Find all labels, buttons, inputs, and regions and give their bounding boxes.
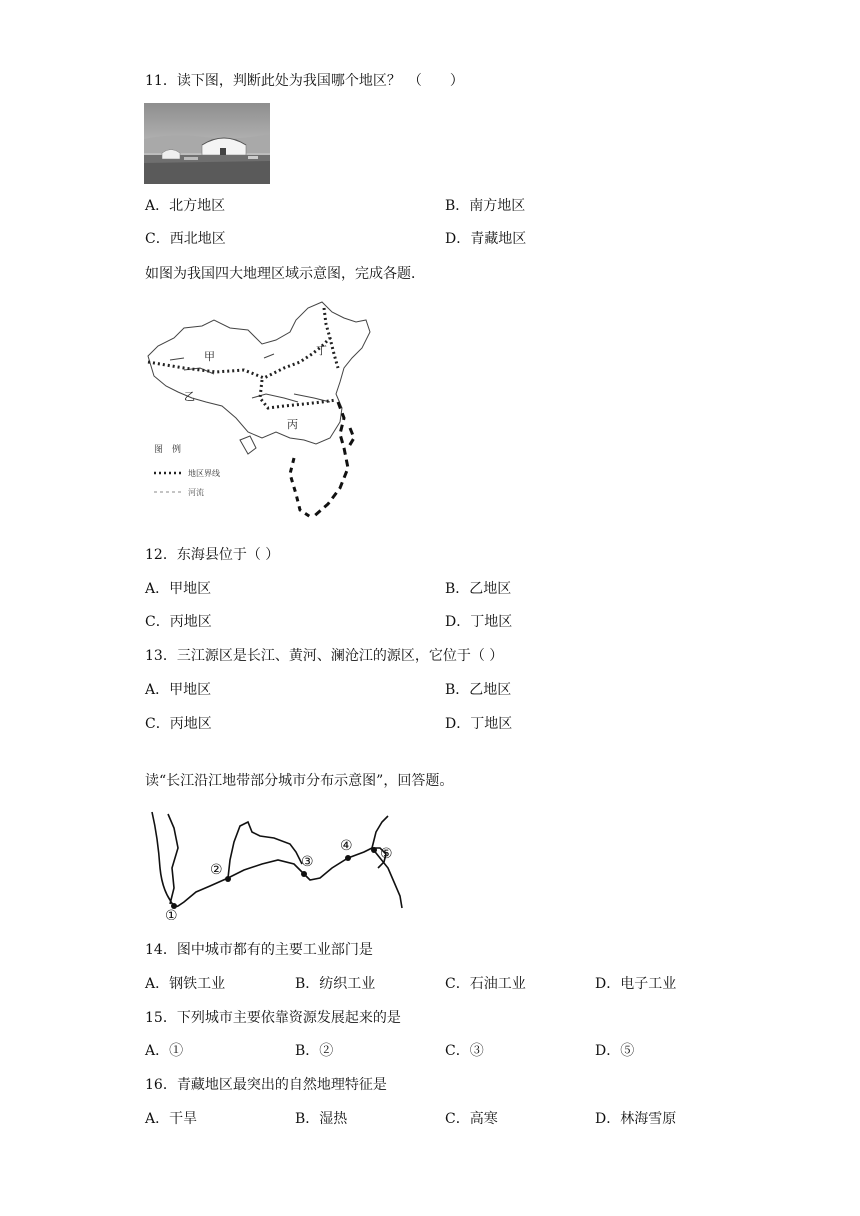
city-label-1: ① <box>165 908 178 920</box>
q12-option-b: B．乙地区 <box>445 581 512 597</box>
map-intro: 如图为我国四大地理区域示意图，完成各题． <box>145 266 425 282</box>
city-label-3: ③ <box>301 854 314 870</box>
q11-option-d: D．青藏地区 <box>445 231 527 247</box>
q11-option-b: B．南方地区 <box>445 198 526 214</box>
q14-option-c: C．石油工业 <box>445 976 526 992</box>
yangtze-intro: 读“长江沿江地带部分城市分布示意图”，回答题。 <box>145 773 454 789</box>
region-label-yi: 乙 <box>184 390 195 403</box>
q13-option-a: A．甲地区 <box>145 682 212 698</box>
q13-option-b: B．乙地区 <box>445 682 512 698</box>
q11-stem: 11．读下图，判断此处为我国哪个地区？ （ ） <box>145 73 464 89</box>
legend-river-label: 河流 <box>188 488 204 497</box>
q13-option-c: C．丙地区 <box>145 716 212 732</box>
q14-option-a: A．钢铁工业 <box>145 976 226 992</box>
city-dot-5 <box>371 847 377 853</box>
q15-option-c: C．③ <box>445 1043 484 1059</box>
q16-option-a: A．干旱 <box>145 1111 198 1127</box>
q16-option-b: B．湿热 <box>295 1111 348 1127</box>
q12-stem: 12．东海县位于（ ） <box>145 547 280 563</box>
q11-option-a: A．北方地区 <box>145 198 226 214</box>
q16-stem: 16．青藏地区最突出的自然地理特征是 <box>145 1077 387 1093</box>
q12-option-d: D．丁地区 <box>445 614 513 630</box>
city-label-4: ④ <box>340 838 353 854</box>
q15-stem: 15．下列城市主要依靠资源发展起来的是 <box>145 1010 401 1026</box>
q15-option-a: A．① <box>145 1043 184 1059</box>
yangtze-cities-map <box>144 808 408 920</box>
city-dot-2 <box>225 876 231 882</box>
city-label-2: ② <box>210 862 223 878</box>
region-label-bing: 丙 <box>287 418 298 431</box>
yurt-photo <box>144 103 270 184</box>
city-label-5: ⑤ <box>380 846 393 862</box>
city-dot-4 <box>345 855 351 861</box>
legend-title: 图 例 <box>154 445 182 455</box>
china-regions-map <box>144 298 374 524</box>
q12-option-c: C．丙地区 <box>145 614 212 630</box>
q13-stem: 13．三江源区是长江、黄河、澜沧江的源区，它位于（ ） <box>145 648 504 664</box>
region-label-ding: 丁 <box>316 344 327 357</box>
q12-option-a: A．甲地区 <box>145 581 212 597</box>
q15-option-b: B．② <box>295 1043 334 1059</box>
q11-option-c: C．西北地区 <box>145 231 226 247</box>
region-label-jia: 甲 <box>204 350 215 363</box>
q13-option-d: D．丁地区 <box>445 716 513 732</box>
q14-option-b: B．纺织工业 <box>295 976 376 992</box>
q15-option-d: D．⑤ <box>595 1043 635 1059</box>
q14-option-d: D．电子工业 <box>595 976 677 992</box>
q16-option-d: D．林海雪原 <box>595 1111 677 1127</box>
q16-option-c: C．高寒 <box>445 1111 498 1127</box>
city-dot-3 <box>301 871 307 877</box>
q14-stem: 14．图中城市都有的主要工业部门是 <box>145 942 373 958</box>
legend-boundary-label: 地区界线 <box>188 469 220 478</box>
